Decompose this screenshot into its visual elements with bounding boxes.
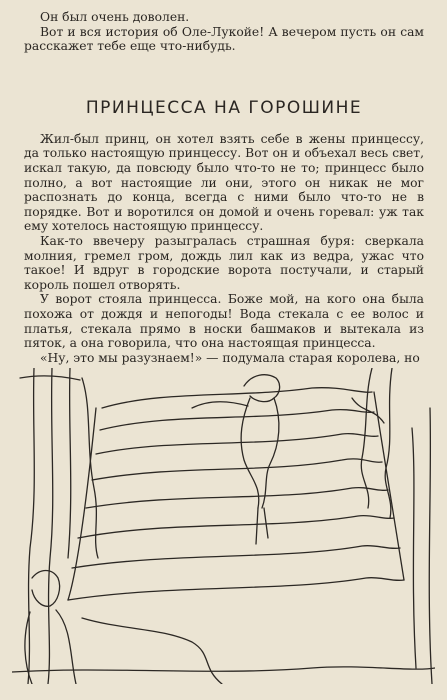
princess-figure — [192, 375, 280, 544]
text-block — [24, 10, 424, 365]
paragraph: У ворот стояла принцесса. Боже мой, на кого она была похожа от дождя и непогоды! Вода стекала с ее волос и платья, стекала прямо в носки башмаков и вытекала из пяток, а она говорила, что она настоящая принцесса. — [24, 292, 424, 351]
queen-figure — [25, 571, 222, 685]
tree-drawing — [352, 368, 432, 684]
mattress-stack — [68, 388, 404, 600]
story-title: ПРИНЦЕССА НА ГОРОШИНЕ — [85, 97, 363, 118]
paragraph: «Ну, это мы разузнаем!» — подумала старая королева, но — [40, 350, 420, 365]
paragraph: Жил-был принц, он хотел взять себе в жены принцессу, да только настоящую принцессу. Вот он и объехал весь свет, искал такую, да повсюду было что-то не то; принцесс было полно, а вот настоящие ли они, этого он никак не мог распознать до конца, всегда с ними было что-то не в порядке. Вот и воротился он домой и очень горевал: уж так ему хотелось настоящую принцессу. — [24, 131, 424, 234]
intro-line: Вот и вся история об Оле-Лукойе! А вечером пусть он сам расскажет тебе еще что-нибудь. — [24, 24, 424, 54]
illustration-princess-on-pea — [12, 368, 435, 684]
paragraph: Как-то ввечеру разыгралась страшная буря: сверкала молния, гремел гром, дождь лил как из ведра, ужас что такое! И вдруг в городские ворота постучали, и старый король пошел отворять. — [24, 233, 424, 292]
intro-text — [24, 10, 424, 54]
curtain-drawing — [20, 368, 98, 684]
intro-line: Он был очень доволен. — [40, 10, 190, 24]
